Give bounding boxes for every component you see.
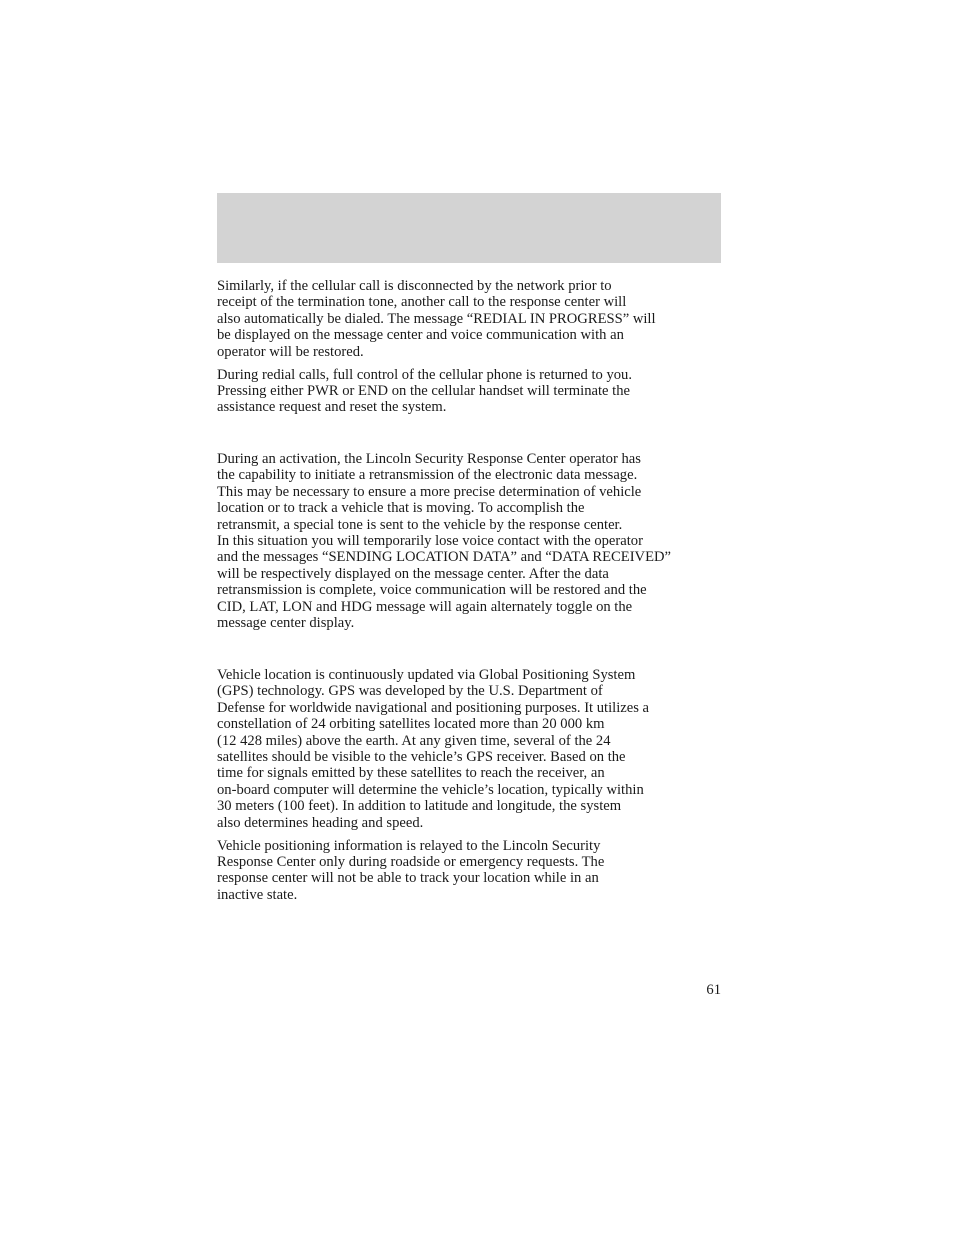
text-line: During an activation, the Lincoln Security Response Center operator has [217, 451, 641, 467]
text-line: be displayed on the message center and voice communication with an [217, 327, 624, 344]
text-line: inactive state. [217, 886, 298, 903]
paragraph-gps-technology [217, 667, 723, 831]
page-number: 61 [706, 982, 721, 998]
text-line: message center display. [217, 615, 355, 632]
text-line: also determines heading and speed. [217, 814, 424, 831]
text-line: CID, LAT, LON and HDG message will again alternately toggle on the [217, 598, 633, 615]
text-line: constellation of 24 orbiting satellites located more than 20 000 km [217, 716, 605, 733]
text-line: receipt of the termination tone, another call to the response center will [217, 294, 627, 311]
text-line: retransmit, a special tone is sent to the vehicle by the response center. [217, 516, 623, 533]
text-line: (GPS) technology. GPS was developed by the U.S. Department of [217, 683, 603, 700]
text-line: During redial calls, full control of the cellular phone is returned to you. [217, 366, 632, 383]
paragraph-positioning-relay [217, 838, 723, 904]
text-line: (12 428 miles) above the earth. At any given time, several of the 24 [217, 732, 611, 749]
paragraph-redial-control [217, 367, 723, 416]
text-line: response center will not be able to track your location while in an [217, 870, 599, 887]
text-line: retransmission is complete, voice communication will be restored and the [217, 582, 647, 599]
text-line: In this situation you will temporarily lose voice contact with the operator [217, 533, 643, 550]
section-redial [217, 278, 723, 416]
text-line: assistance request and reset the system. [217, 399, 447, 416]
text-line: Vehicle positioning information is relayed to the Lincoln Security [217, 837, 601, 854]
text-line: Similarly, if the cellular call is disconnected by the network prior to [217, 278, 612, 294]
paragraph-retransmission [217, 451, 723, 631]
text-line: 30 meters (100 feet). In addition to latitude and longitude, the system [217, 798, 622, 815]
text-line: Response Center only during roadside or emergency requests. The [217, 853, 605, 870]
text-line: time for signals emitted by these satellites to reach the receiver, an [217, 765, 605, 782]
paragraph-redial-disconnect [217, 278, 723, 360]
text-line: location or to track a vehicle that is moving. To accomplish the [217, 500, 585, 517]
section-retransmission [217, 451, 723, 631]
section-gps [217, 667, 723, 903]
text-line: operator will be restored. [217, 343, 364, 360]
text-line: This may be necessary to ensure a more precise determination of vehicle [217, 483, 642, 500]
text-line: will be respectively displayed on the message center. After the data [217, 565, 609, 582]
text-line: the capability to initiate a retransmission of the electronic data message. [217, 467, 638, 484]
section-header-band [217, 193, 721, 263]
text-line: Vehicle location is continuously updated via Global Positioning System [217, 667, 636, 683]
text-line: satellites should be visible to the vehicle’s GPS receiver. Based on the [217, 749, 626, 766]
text-line: also automatically be dialed. The message “REDIAL IN PROGRESS” will [217, 310, 656, 327]
text-line: Pressing either PWR or END on the cellular handset will terminate the [217, 382, 630, 399]
text-line: on-board computer will determine the vehicle’s location, typically within [217, 781, 644, 798]
text-line: Defense for worldwide navigational and positioning purposes. It utilizes a [217, 699, 650, 716]
text-line: and the messages “SENDING LOCATION DATA” and “DATA RECEIVED” [217, 549, 672, 566]
